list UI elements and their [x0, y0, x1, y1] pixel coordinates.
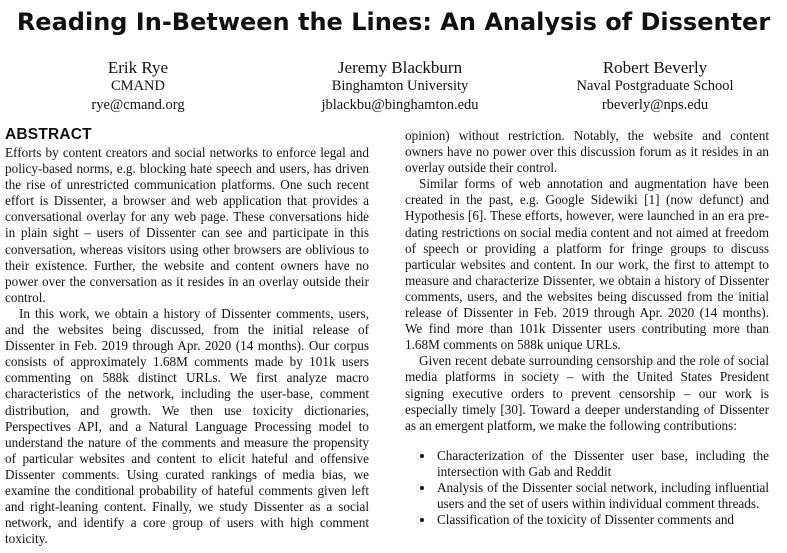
list-item: • Analysis of the Dissenter social network, including influential users and the set of users within individual comment threads.	[435, 480, 769, 512]
author-email: rye@cmand.org	[91, 97, 185, 113]
author-name: Erik Rye	[107, 58, 169, 77]
author-name: Jeremy Blackburn	[337, 58, 463, 77]
paper-title: Reading In-Between the Lines: An Analysis of Dissenter	[16, 8, 771, 36]
left-column	[5, 126, 369, 547]
author-1	[38, 58, 238, 115]
author-name: Robert Beverly	[602, 58, 708, 77]
author-email: rbeverly@nps.edu	[601, 97, 709, 113]
author-block	[0, 58, 787, 118]
right-column	[405, 126, 769, 528]
abstract-paragraph-2: In this work, we obtain a history of Dissenter comments, users, and the websites being discussed, from the initial release of Dissenter in Feb. 2019 through Apr. 2020 (14 months). Our corpus consists of approximately 1.68M comments made by 101k users commenting on 588k distinct URLs. We first analyze macro characteristics of the network, including the user-base, comment distribution, and growth. We then use toxicity dictionaries, Perspectives API, and a Natural Language Processing model to understand the nature of the comments and measure the propensity of particular websites and content to elicit hateful and offensive Dissenter comments. Using curated rankings of media bias, we examine the conditional probability of hateful comments given left and right-leaning content. Finally, we study Dissenter as a social network, and identify a core group of users with high comment toxicity.	[5, 305, 369, 547]
list-item: • Classification of the toxicity of Dissenter comments and	[435, 512, 769, 528]
intro-paragraph-1: opinion) without restriction. Notably, the website and content owners have no power over this discussion forum as it resides in an overlay outside their control.	[405, 128, 769, 176]
contributions-list	[405, 448, 769, 528]
author-affiliation: Naval Postgraduate School	[576, 78, 734, 94]
list-item: • Characterization of the Dissenter user base, including the intersection with Gab and Reddit	[435, 448, 769, 480]
abstract-paragraph-1: Efforts by content creators and social networks to enforce legal and policy-based norms, e.g. blocking hate speech and users, has driven the rise of unrestricted communication platforms. One such recent effort is Dissenter, a browser and web application that provides a conversational overlay for any web page. These conversations hide in plain sight – users of Dissenter can see and participate in this conversation, whereas visitors using other browsers are oblivious to their existence. Further, the website and content owners have no power over the conversation as it resides in an overlay outside their control.	[5, 145, 369, 305]
author-email: jblackbu@binghamton.edu	[321, 97, 479, 113]
author-3	[535, 58, 775, 115]
intro-paragraph-3: Given recent debate surrounding censorship and the role of social media platforms in society – with the United States President signing executive orders to prevent censorship – our work is especially timely [30]. Toward a deeper understanding of Dissenter as an emergent platform, we make the following contributions:	[405, 353, 769, 433]
author-affiliation: Binghamton University	[331, 78, 469, 94]
author-2	[285, 58, 515, 115]
author-affiliation: CMAND	[111, 78, 165, 94]
abstract-heading: ABSTRACT	[5, 126, 92, 143]
intro-paragraph-2: Similar forms of web annotation and augmentation have been created in the past, e.g. Google Sidewiki [1] (now defunct) and Hypothesis [6]. These efforts, however, were launched in an era pre-dating restrictions on social media content and not aimed at freedom of speech or providing a platform for fringe groups to discuss particular websites and content. In our work, the first to attempt to measure and characterize Dissenter, we obtain a history of Dissenter comments, users, and the websites being discussed from the initial release of Dissenter in Feb. 2019 through Apr. 2020 (14 months). We find more than 101k Dissenter users contributing more than 1.68M comments on 588k unique URLs.	[405, 176, 769, 353]
